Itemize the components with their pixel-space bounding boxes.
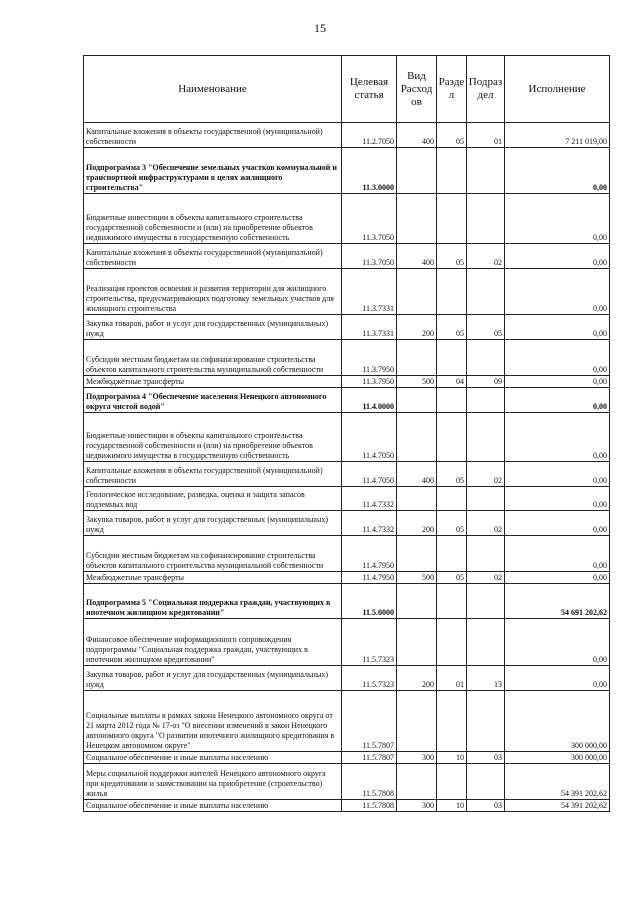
cell-expense-type: 500	[397, 572, 437, 584]
cell-target: 11.5.7807	[342, 691, 397, 752]
cell-expense-type	[397, 194, 437, 244]
table-row	[84, 584, 610, 619]
cell-subsection: 02	[467, 511, 505, 536]
cell-target: 11.2.7050	[342, 123, 397, 148]
cell-execution: 0,00	[505, 413, 610, 462]
cell-section	[437, 619, 467, 666]
cell-subsection: 03	[467, 752, 505, 764]
cell-execution: 0,00	[505, 462, 610, 487]
table-header-row	[84, 56, 610, 123]
cell-execution: 300 000,00	[505, 752, 610, 764]
cell-subsection: 02	[467, 244, 505, 269]
cell-subsection	[467, 388, 505, 413]
cell-execution: 0,00	[505, 244, 610, 269]
cell-name: Бюджетные инвестиции в объекты капитального строительства государственной собственности и (или) на приобретение объектов недвижимого имущества в государственную собственность	[84, 413, 342, 462]
table-row	[84, 619, 610, 666]
table-row	[84, 244, 610, 269]
cell-name: Геологическое исследование, разведка, оценка и защита запасов подземных вод	[84, 487, 342, 511]
cell-expense-type: 200	[397, 666, 437, 691]
cell-subsection	[467, 413, 505, 462]
cell-name: Межбюджетные трансферты	[84, 572, 342, 584]
cell-name: Социальное обеспечение и иные выплаты населению	[84, 752, 342, 764]
cell-target: 11.4.7332	[342, 511, 397, 536]
table-row	[84, 123, 610, 148]
cell-target: 11.4.7050	[342, 462, 397, 487]
cell-section: 01	[437, 666, 467, 691]
cell-name: Капитальные вложения в объекты государственной (муниципальной) собственности	[84, 462, 342, 487]
cell-target: 11.5.7808	[342, 800, 397, 812]
column-header-execution: Исполнение	[505, 56, 610, 123]
table-row	[84, 340, 610, 376]
cell-subsection	[467, 619, 505, 666]
cell-expense-type	[397, 340, 437, 376]
table-row	[84, 764, 610, 800]
cell-expense-type: 400	[397, 462, 437, 487]
page-number: 15	[314, 21, 326, 35]
cell-target: 11.3.7950	[342, 376, 397, 388]
cell-expense-type	[397, 536, 437, 572]
cell-subsection	[467, 536, 505, 572]
cell-subsection	[467, 584, 505, 619]
cell-execution: 0,00	[505, 148, 610, 194]
cell-expense-type	[397, 413, 437, 462]
cell-execution: 0,00	[505, 388, 610, 413]
cell-target: 11.5.7808	[342, 764, 397, 800]
cell-target: 11.5.7323	[342, 619, 397, 666]
cell-subsection	[467, 691, 505, 752]
cell-name: Закупка товаров, работ и услуг для государственных (муниципальных) нужд	[84, 315, 342, 340]
cell-target: 11.5.7323	[342, 666, 397, 691]
cell-execution: 0,00	[505, 536, 610, 572]
cell-execution: 0,00	[505, 487, 610, 511]
cell-expense-type: 400	[397, 123, 437, 148]
cell-expense-type	[397, 584, 437, 619]
cell-name: Финансовое обеспечение информационного сопровождения подпрограммы "Социальная поддержка граждан, участвующих в ипотечном жилищном кредитовании"	[84, 619, 342, 666]
cell-execution: 54 391 202,62	[505, 800, 610, 812]
cell-name: Закупка товаров, работ и услуг для государственных (муниципальных) нужд	[84, 511, 342, 536]
cell-expense-type	[397, 619, 437, 666]
cell-name: Межбюджетные трансферты	[84, 376, 342, 388]
cell-name: Капитальные вложения в объекты государственной (муниципальной) собственности	[84, 123, 342, 148]
cell-section	[437, 388, 467, 413]
cell-subsection: 02	[467, 572, 505, 584]
table-row	[84, 752, 610, 764]
cell-expense-type	[397, 764, 437, 800]
cell-execution: 0,00	[505, 340, 610, 376]
cell-target: 11.3.7050	[342, 244, 397, 269]
cell-execution: 0,00	[505, 194, 610, 244]
cell-section: 10	[437, 800, 467, 812]
cell-name: Капитальные вложения в объекты государственной (муниципальной) собственности	[84, 244, 342, 269]
column-header-expense-type: Вид Расход ов	[397, 56, 437, 123]
cell-section	[437, 148, 467, 194]
column-header-name: Наименование	[84, 56, 342, 123]
table-body	[84, 123, 610, 812]
cell-target: 11.4.7332	[342, 487, 397, 511]
cell-target: 11.3.7950	[342, 340, 397, 376]
cell-expense-type: 500	[397, 376, 437, 388]
cell-name: Подпрограмма 3 "Обеспечение земельных участков коммунальной и транспортной инфраструктурами в целях жилищного строительства"	[84, 148, 342, 194]
cell-target: 11.4.7950	[342, 572, 397, 584]
table-row	[84, 487, 610, 511]
cell-execution: 54 691 202,62	[505, 584, 610, 619]
cell-section	[437, 764, 467, 800]
table-row	[84, 800, 610, 812]
cell-subsection: 13	[467, 666, 505, 691]
cell-name: Меры социальной поддержки жителей Ненецкого автономного округа при кредитовании и заимствовании на приобретение (строительство) жилья	[84, 764, 342, 800]
cell-expense-type: 300	[397, 800, 437, 812]
cell-section	[437, 487, 467, 511]
table-row	[84, 666, 610, 691]
cell-name: Социальные выплаты в рамках закона Ненецкого автономного округа от 21 марта 2012 года № 17-оз "О внесении изменений в закон Ненецкого автономного округа "О развитии ипотечного жилищного кредитования в Ненецком автономном округе"	[84, 691, 342, 752]
cell-subsection	[467, 194, 505, 244]
cell-subsection: 09	[467, 376, 505, 388]
table-row	[84, 413, 610, 462]
table-row	[84, 194, 610, 244]
cell-subsection	[467, 487, 505, 511]
cell-name: Закупка товаров, работ и услуг для государственных (муниципальных) нужд	[84, 666, 342, 691]
cell-section	[437, 340, 467, 376]
cell-expense-type	[397, 269, 437, 315]
cell-subsection: 01	[467, 123, 505, 148]
cell-name: Подпрограмма 5 "Социальная поддержка граждан, участвующих в ипотечном жилищном кредитовании"	[84, 584, 342, 619]
cell-execution: 54 391 202,62	[505, 764, 610, 800]
table-row	[84, 536, 610, 572]
budget-table	[83, 55, 610, 812]
cell-subsection	[467, 269, 505, 315]
cell-section	[437, 194, 467, 244]
cell-expense-type	[397, 487, 437, 511]
cell-expense-type: 300	[397, 752, 437, 764]
cell-target: 11.3.0000	[342, 148, 397, 194]
cell-expense-type	[397, 388, 437, 413]
cell-execution: 0,00	[505, 572, 610, 584]
cell-target: 11.3.7331	[342, 269, 397, 315]
cell-section: 04	[437, 376, 467, 388]
cell-target: 11.4.7950	[342, 536, 397, 572]
column-header-section: Разде л	[437, 56, 467, 123]
cell-section: 05	[437, 123, 467, 148]
cell-section: 10	[437, 752, 467, 764]
cell-target: 11.3.7050	[342, 194, 397, 244]
table-row	[84, 315, 610, 340]
cell-expense-type: 200	[397, 315, 437, 340]
cell-section: 05	[437, 244, 467, 269]
table-row	[84, 148, 610, 194]
cell-target: 11.4.7050	[342, 413, 397, 462]
cell-execution: 0,00	[505, 315, 610, 340]
cell-section	[437, 584, 467, 619]
cell-section: 05	[437, 572, 467, 584]
table-row	[84, 269, 610, 315]
cell-section: 05	[437, 315, 467, 340]
column-header-subsection: Подраз дел	[467, 56, 505, 123]
cell-expense-type	[397, 148, 437, 194]
cell-name: Подпрограмма 4 "Обеспечение населения Ненецкого автономного округа чистой водой"	[84, 388, 342, 413]
cell-section	[437, 413, 467, 462]
cell-section	[437, 269, 467, 315]
cell-section	[437, 691, 467, 752]
cell-execution: 0,00	[505, 269, 610, 315]
cell-subsection	[467, 340, 505, 376]
cell-execution: 0,00	[505, 666, 610, 691]
cell-expense-type: 200	[397, 511, 437, 536]
cell-target: 11.5.0000	[342, 584, 397, 619]
cell-subsection	[467, 148, 505, 194]
cell-target: 11.4.0000	[342, 388, 397, 413]
cell-execution: 300 000,00	[505, 691, 610, 752]
cell-name: Социальное обеспечение и иные выплаты населению	[84, 800, 342, 812]
cell-subsection: 03	[467, 800, 505, 812]
cell-expense-type	[397, 691, 437, 752]
cell-execution: 0,00	[505, 619, 610, 666]
table-row	[84, 691, 610, 752]
cell-subsection	[467, 764, 505, 800]
table-row	[84, 572, 610, 584]
cell-expense-type: 400	[397, 244, 437, 269]
cell-execution: 7 211 019,00	[505, 123, 610, 148]
table-row	[84, 376, 610, 388]
cell-name: Субсидии местным бюджетам на софинансирование строительства объектов капитального строительства муниципальной собственности	[84, 340, 342, 376]
cell-execution: 0,00	[505, 376, 610, 388]
cell-name: Реализация проектов освоения и развития территории для жилищного строительства, предусматривающих подготовку земельных участков для жилищного строительства	[84, 269, 342, 315]
table-row	[84, 462, 610, 487]
cell-target: 11.3.7331	[342, 315, 397, 340]
table-row	[84, 388, 610, 413]
cell-subsection: 02	[467, 462, 505, 487]
table-row	[84, 511, 610, 536]
column-header-target: Целевая статья	[342, 56, 397, 123]
cell-name: Бюджетные инвестиции в объекты капитального строительства государственной собственности и (или) на приобретение объектов недвижимого имущества в государственную собственность	[84, 194, 342, 244]
cell-section: 05	[437, 511, 467, 536]
cell-section	[437, 536, 467, 572]
cell-target: 11.5.7807	[342, 752, 397, 764]
cell-section: 05	[437, 462, 467, 487]
cell-name: Субсидии местным бюджетам на софинансирование строительства объектов капитального строительства муниципальной собственности	[84, 536, 342, 572]
cell-subsection: 05	[467, 315, 505, 340]
cell-execution: 0,00	[505, 511, 610, 536]
